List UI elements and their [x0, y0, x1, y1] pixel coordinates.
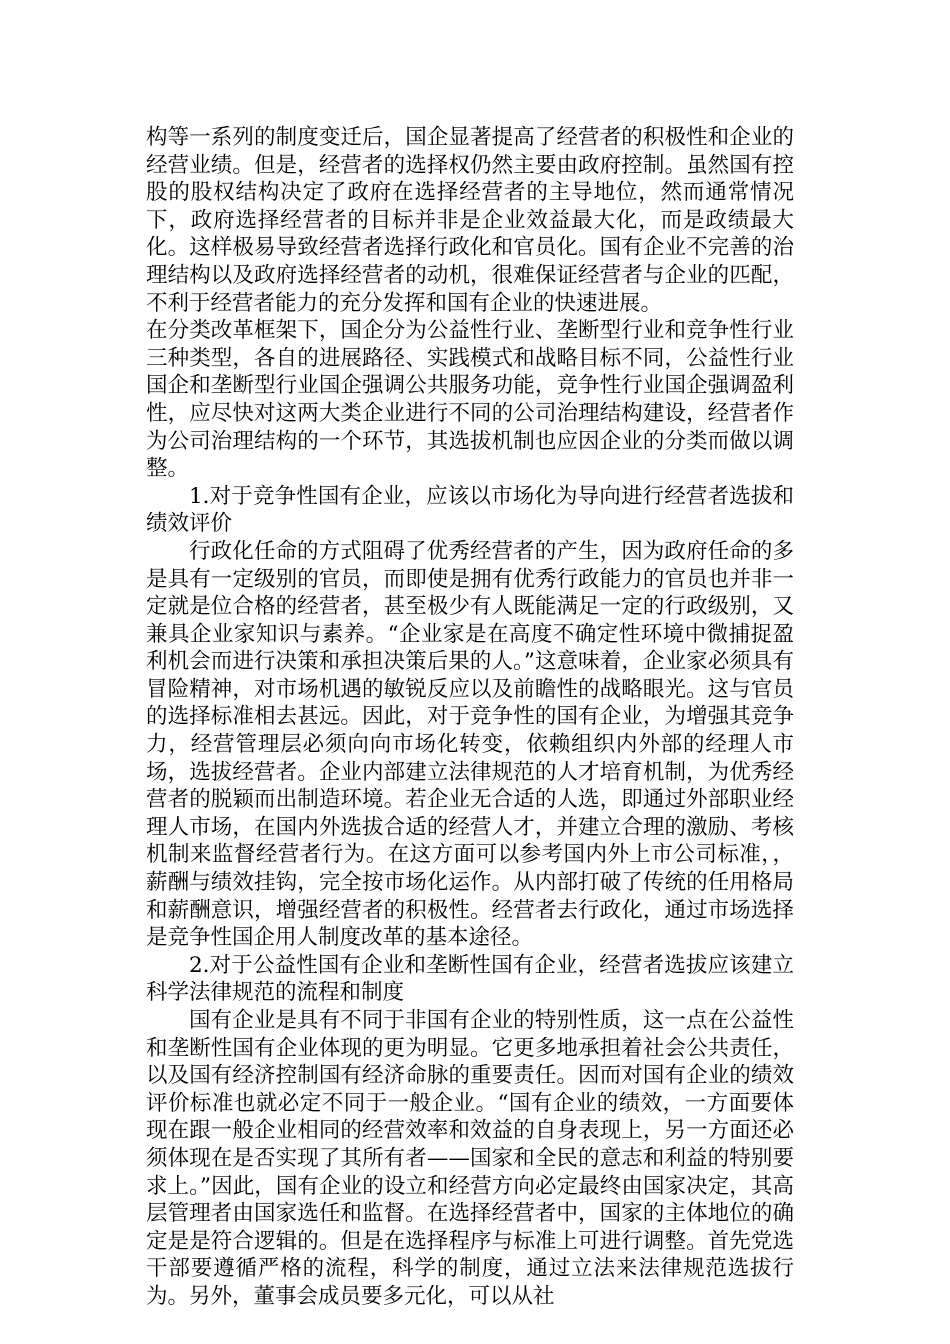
section-heading-public-monopoly-soe: 2.对于公益性国有企业和垄断性国有企业，经营者选拔应该建立科学法律规范的流程和制度	[146, 952, 794, 1006]
paragraph-market-selection: 行政化任命的方式阻碍了优秀经营者的产生，因为政府任命的多是具有一定级别的官员，而即使是拥有优秀行政能力的官员也并非一定就是位合格的经营者，甚至极少有人既能满足一定的行政级别，又兼具企业家知识与素养。“企业家是在高度不确定性环境中微捕捉盈利机会而进行决策和承担决策后果的人。”这意味着，企业家必须具有冒险精神，对市场机遇的敏锐反应以及前瞻性的战略眼光。这与官员的选择标准相去甚远。因此，对于竞争性的国有企业，为增强其竞争力，经营管理层必须向向市场化转变，依赖组织内外部的经理人市场，选拔经营者。企业内部建立法律规范的人才培育机制，为优秀经营者的脱颖而出制造环境。若企业无合适的人选，即通过外部职业经理人市场，在国内外选拔合适的经营人才，并建立合理的激励、考核机制来监督经营者行为。在这方面可以参考国内外上市公司标准，，薪酬与绩效挂钩，完全按市场化运作。从内部打破了传统的任用格局和薪酬意识，增强经营者的积极性。经营者去行政化，通过市场选择是竞争性国企用人制度改革的基本途径。	[146, 538, 794, 951]
paragraph-regime-change: 构等一系列的制度变迁后，国企显著提高了经营者的积极性和企业的经营业绩。但是，经营者的选择权仍然主要由政府控制。虽然国有控股的股权结构决定了政府在选择经营者的主导地位，然而通常情况下，政府选择经营者的目标并非是企业效益最大化，而是政绩最大化。这样极易导致经营者选择行政化和官员化。国有企业不完善的治理结构以及政府选择经营者的动机，很难保证经营者与企业的匹配，不利于经营者能力的充分发挥和国有企业的快速进展。	[146, 125, 794, 316]
section-heading-competitive-soe: 1.对于竞争性国有企业，应该以市场化为导向进行经营者选拔和绩效评价	[146, 483, 794, 537]
document-page	[146, 124, 794, 1311]
paragraph-state-selection: 国有企业是具有不同于非国有企业的特别性质，这一点在公益性和垄断性国有企业体现的更为明显。它更多地承担着社会公共责任，以及国有经济控制国有经济命脉的重要责任。因而对国有企业的绩效评价标准也就必定不同于一般企业。“国有企业的绩效，一方面要体现在跟一般企业相同的经营效率和效益的自身表现上，另一方面还必须体现在是否实现了其所有者——国家和全民的意志和利益的特别要求上。”因此，国有企业的设立和经营方向必定最终由国家决定，其高层管理者由国家选任和监督。在选择经营者中，国家的主体地位的确定是是符合逻辑的。但是在选择程序与标准上可进行调整。首先党选干部要遵循严格的流程，科学的制度，通过立法来法律规范选拔行为。另外，董事会成员要多元化，可以从社	[146, 1008, 794, 1309]
paragraph-classification-reform: 在分类改革框架下，国企分为公益性行业、垄断型行业和竞争性行业三种类型，各自的进展路径、实践模式和战略目标不同，公益性行业国企和垄断型行业国企强调公共服务功能，竞争性行业国企强调盈利性，应尽快对这两大类企业进行不同的公司治理结构建设，经营者作为公司治理结构的一个环节，其选拔机制也应因企业的分类而做以调整。	[146, 318, 794, 482]
